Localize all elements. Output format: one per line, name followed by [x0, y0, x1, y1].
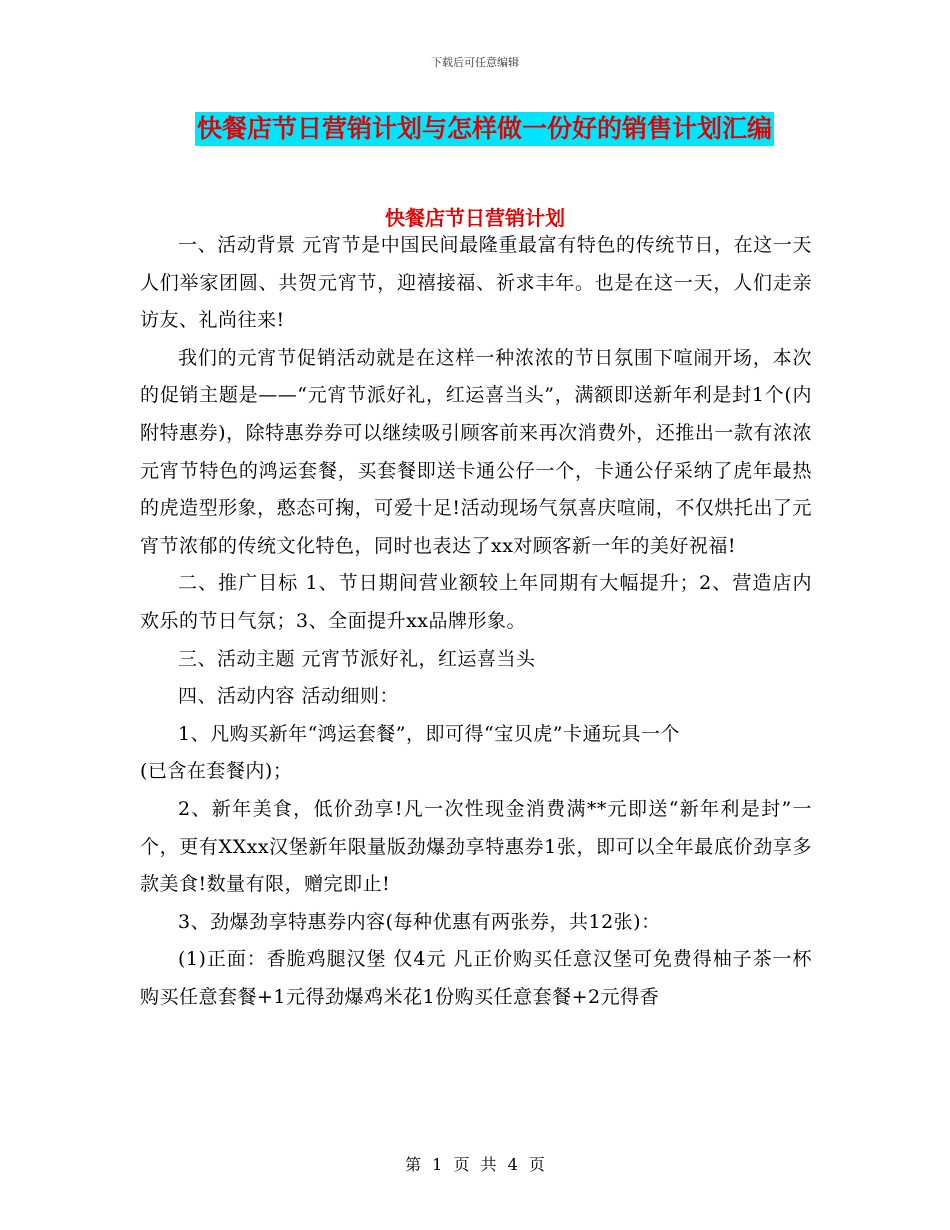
paragraph-goals: 二、推广目标 1、节日期间营业额较上年同期有大幅提升；2、营造店内欢乐的节日气氛；3、全面提升xx品牌形象。 [140, 572, 812, 632]
header-note: 下载后可任意编辑 [431, 56, 519, 69]
paragraph-promotion: 我们的元宵节促销活动就是在这样一种浓浓的节日氛围下喧闹开场，本次的促销主题是——“元宵节派好礼，红运喜当头”，满额即送新年利是封1个(内附特惠券)，除特惠券券可以继续吸引顾客前来再次消费外，还推出一款有浓浓元宵节特色的鸿运套餐，买套餐即送卡通公仔一个，卡通公仔采纳了虎年最热的虎造型形象，憨态可掬，可爱十足!活动现场气氛喜庆喧闹，不仅烘托出了元宵节浓郁的传统文化特色，同时也表达了xx对顾客新一年的美好祝福! [140, 346, 812, 557]
document-body [140, 227, 812, 1016]
document-title: 快餐店节日营销计划与怎样做一份好的销售计划汇编 [195, 112, 774, 146]
section-title: 快餐店节日营销计划 [385, 206, 565, 230]
paragraph-theme: 三、活动主题 元宵节派好礼，红运喜当头 [178, 647, 536, 670]
page-footer: 第 1 页 共 4 页 [405, 1155, 545, 1174]
paragraph-rule-3: 3、劲爆劲享特惠券内容(每种优惠有两张券，共12张)： [178, 910, 661, 933]
paragraph-rule-2: 2、新年美食，低价劲享!凡一次性现金消费满**元即送“新年利是封”一个，更有XXxx汉堡新年限量版劲爆劲享特惠券1张，即可以全年最底价劲享多款美食!数量有限，赠完即止! [140, 797, 812, 896]
paragraph-rule-3-front: (1)正面：香脆鸡腿汉堡 仅4元 凡正价购买任意汉堡可免费得柚子茶一杯 购买任意套餐+1元得劲爆鸡米花1份购买任意套餐+2元得香 [140, 948, 812, 1008]
paragraph-rule-1-note: (已含在套餐内)； [140, 760, 293, 783]
paragraph-rule-1: 1、凡购买新年“鸿运套餐”，即可得“宝贝虎”卡通玩具一个 [178, 722, 680, 745]
paragraph-content: 四、活动内容 活动细则： [178, 685, 400, 708]
paragraph-background: 一、活动背景 元宵节是中国民间最隆重最富有特色的传统节日，在这一天人们举家团圆、共贺元宵节，迎禧接福、祈求丰年。也是在这一天，人们走亲访友、礼尚往来! [140, 234, 812, 332]
